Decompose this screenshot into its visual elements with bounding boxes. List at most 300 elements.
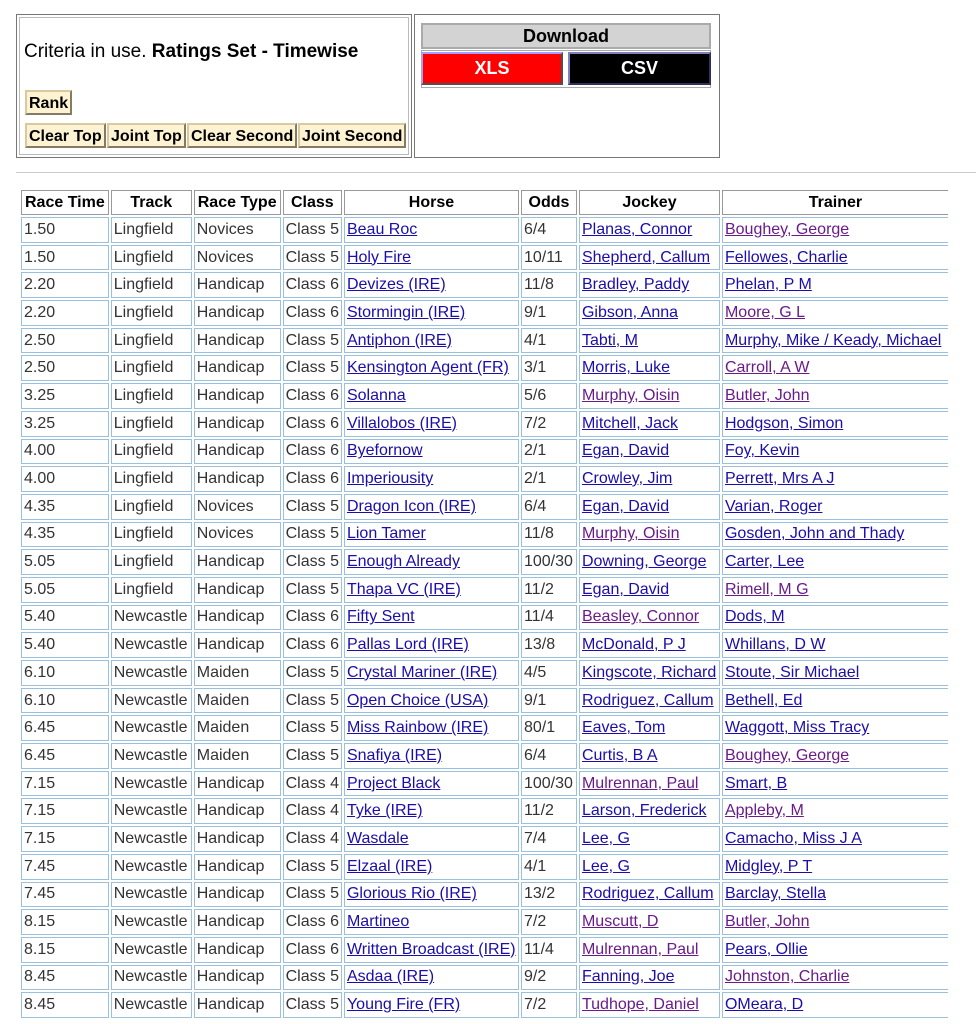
class-cell: Class 6 <box>283 937 342 963</box>
trainer-link[interactable]: Hodgson, Simon <box>724 414 844 432</box>
horse-cell <box>344 494 519 520</box>
table-row <box>21 383 948 409</box>
horse-link[interactable]: Beau Roc <box>346 220 418 238</box>
class-cell: Class 5 <box>283 854 342 880</box>
track-cell: Newcastle <box>111 660 192 686</box>
class-cell: Class 4 <box>283 826 342 852</box>
class-cell: Class 5 <box>283 688 342 714</box>
horse-link[interactable]: Solanna <box>346 386 406 404</box>
odds-cell: 7/2 <box>521 992 577 1018</box>
race-type-cell: Handicap <box>194 300 281 326</box>
odds-cell: 5/6 <box>521 383 577 409</box>
class-cell: Class 5 <box>283 494 342 520</box>
horse-cell <box>344 466 519 492</box>
horse-link[interactable]: Asdaa (IRE) <box>346 968 435 986</box>
trainer-link[interactable]: Dods, M <box>724 608 785 626</box>
race-type-cell: Handicap <box>194 328 281 354</box>
header-class: Class <box>283 190 342 215</box>
class-cell: Class 4 <box>283 771 342 797</box>
trainer-link[interactable]: Perrett, Mrs A J <box>724 470 835 488</box>
horse-cell <box>344 411 519 437</box>
trainer-link[interactable]: Midgley, P T <box>724 857 813 875</box>
table-row <box>21 494 948 520</box>
race-time-cell: 7.45 <box>21 882 109 908</box>
race-time-cell: 7.15 <box>21 826 109 852</box>
horse-link[interactable]: Antiphon (IRE) <box>346 331 452 349</box>
trainer-link[interactable]: Stoute, Sir Michael <box>724 663 860 681</box>
class-cell: Class 4 <box>283 798 342 824</box>
odds-cell: 9/1 <box>521 300 577 326</box>
race-time-cell: 5.40 <box>21 632 109 658</box>
jockey-link[interactable]: Shepherd, Callum <box>581 248 711 266</box>
table-row <box>21 992 948 1018</box>
horse-link[interactable]: Crystal Mariner (IRE) <box>346 663 498 681</box>
race-time-cell: 2.50 <box>21 355 109 381</box>
trainer-link[interactable]: Appleby, M <box>724 802 804 820</box>
odds-cell: 10/11 <box>521 245 577 271</box>
class-cell: Class 5 <box>283 328 342 354</box>
class-cell: Class 5 <box>283 217 342 243</box>
odds-cell: 11/8 <box>521 272 577 298</box>
horse-cell <box>344 632 519 658</box>
race-type-cell: Handicap <box>194 549 281 575</box>
table-row <box>21 660 948 686</box>
jockey-link[interactable]: Mulrennan, Paul <box>581 940 699 958</box>
jockey-cell <box>579 688 720 714</box>
jockey-link[interactable]: Egan, David <box>581 442 670 460</box>
odds-cell: 2/1 <box>521 466 577 492</box>
race-time-cell: 6.10 <box>21 688 109 714</box>
trainer-link[interactable]: Carroll, A W <box>724 359 810 377</box>
horse-link[interactable]: Dragon Icon (IRE) <box>346 497 476 515</box>
jockey-link[interactable]: Egan, David <box>581 580 670 598</box>
class-cell: Class 5 <box>283 577 342 603</box>
jockey-link[interactable]: Mulrennan, Paul <box>581 774 699 792</box>
horse-link[interactable]: Fifty Sent <box>346 608 415 626</box>
section-divider <box>16 172 976 173</box>
race-type-cell: Handicap <box>194 992 281 1018</box>
race-time-cell: 3.25 <box>21 383 109 409</box>
trainer-link[interactable]: Johnston, Charlie <box>724 968 850 986</box>
jockey-link[interactable]: Kingscote, Richard <box>581 663 717 681</box>
race-time-cell: 2.50 <box>21 328 109 354</box>
jockey-cell <box>579 328 720 354</box>
trainer-cell <box>722 439 948 465</box>
trainer-link[interactable]: Moore, G L <box>724 303 805 321</box>
trainer-link[interactable]: Varian, Roger <box>724 497 823 515</box>
horse-cell <box>344 328 519 354</box>
race-type-cell: Handicap <box>194 909 281 935</box>
horse-cell <box>344 826 519 852</box>
trainer-cell <box>722 854 948 880</box>
race-type-cell: Handicap <box>194 439 281 465</box>
track-cell: Lingfield <box>111 439 192 465</box>
class-cell: Class 6 <box>283 272 342 298</box>
horse-link[interactable]: Martineo <box>346 913 410 931</box>
jockey-cell <box>579 300 720 326</box>
criteria-panel <box>16 14 412 158</box>
jockey-cell <box>579 411 720 437</box>
trainer-link[interactable]: Boughey, George <box>724 220 850 238</box>
jockey-cell <box>579 909 720 935</box>
jockey-cell <box>579 466 720 492</box>
jockey-link[interactable]: Bradley, Paddy <box>581 276 690 294</box>
jockey-link[interactable]: Murphy, Oisin <box>581 525 680 543</box>
class-cell: Class 5 <box>283 992 342 1018</box>
horse-cell <box>344 688 519 714</box>
race-type-cell: Handicap <box>194 577 281 603</box>
jockey-cell <box>579 272 720 298</box>
class-cell: Class 6 <box>283 439 342 465</box>
class-cell: Class 6 <box>283 605 342 631</box>
horse-link[interactable]: Enough Already <box>346 553 460 571</box>
odds-cell: 11/4 <box>521 937 577 963</box>
track-cell: Lingfield <box>111 245 192 271</box>
jockey-cell <box>579 217 720 243</box>
jockey-cell <box>579 439 720 465</box>
table-row <box>21 355 948 381</box>
jockey-cell <box>579 715 720 741</box>
race-type-cell: Maiden <box>194 688 281 714</box>
table-row <box>21 854 948 880</box>
jockey-link[interactable]: Egan, David <box>581 497 670 515</box>
trainer-cell <box>722 549 948 575</box>
trainer-link[interactable]: Foy, Kevin <box>724 442 800 460</box>
trainer-cell <box>722 411 948 437</box>
jockey-link[interactable]: Gibson, Anna <box>581 303 679 321</box>
horse-link[interactable]: Kensington Agent (FR) <box>346 359 509 377</box>
table-row <box>21 245 948 271</box>
jockey-cell <box>579 383 720 409</box>
class-cell: Class 6 <box>283 300 342 326</box>
race-time-cell: 5.40 <box>21 605 109 631</box>
horse-link[interactable]: Stormingin (IRE) <box>346 303 466 321</box>
track-cell: Newcastle <box>111 605 192 631</box>
trainer-link[interactable]: Pears, Ollie <box>724 940 808 958</box>
race-type-cell: Handicap <box>194 411 281 437</box>
race-time-cell: 1.50 <box>21 217 109 243</box>
trainer-cell <box>722 328 948 354</box>
table-row <box>21 632 948 658</box>
trainer-cell <box>722 660 948 686</box>
horse-link[interactable]: Elzaal (IRE) <box>346 857 433 875</box>
race-type-cell: Novices <box>194 217 281 243</box>
trainer-link[interactable]: Carter, Lee <box>724 553 805 571</box>
class-cell: Class 5 <box>283 245 342 271</box>
race-type-cell: Handicap <box>194 882 281 908</box>
trainer-link[interactable]: Smart, B <box>724 774 788 792</box>
class-cell: Class 5 <box>283 743 342 769</box>
jockey-link[interactable]: Beasley, Connor <box>581 608 700 626</box>
race-time-cell: 4.35 <box>21 522 109 548</box>
trainer-cell <box>722 798 948 824</box>
class-cell: Class 5 <box>283 549 342 575</box>
csv-download-button[interactable]: CSV <box>568 52 711 85</box>
horse-link[interactable]: Tyke (IRE) <box>346 802 423 820</box>
jockey-link[interactable]: Lee, G <box>581 829 630 847</box>
race-type-cell: Maiden <box>194 660 281 686</box>
race-type-cell: Maiden <box>194 715 281 741</box>
table-row <box>21 937 948 963</box>
race-type-cell: Novices <box>194 245 281 271</box>
horse-link[interactable]: Wasdale <box>346 829 409 847</box>
header-odds: Odds <box>521 190 577 215</box>
table-row <box>21 882 948 908</box>
table-row <box>21 328 948 354</box>
horse-link[interactable]: Thapa VC (IRE) <box>346 580 461 598</box>
track-cell: Lingfield <box>111 577 192 603</box>
jockey-cell <box>579 854 720 880</box>
horse-link[interactable]: Pallas Lord (IRE) <box>346 636 469 654</box>
trainer-cell <box>722 466 948 492</box>
class-cell: Class 5 <box>283 355 342 381</box>
horse-link[interactable]: Project Black <box>346 774 441 792</box>
jockey-link[interactable]: Crowley, Jim <box>581 470 673 488</box>
horse-cell <box>344 909 519 935</box>
race-type-cell: Handicap <box>194 771 281 797</box>
ratings-set-name: Ratings Set - Timewise <box>151 41 359 62</box>
horse-link[interactable]: Holy Fire <box>346 248 411 266</box>
xls-download-button[interactable]: XLS <box>421 52 563 85</box>
jockey-link[interactable]: McDonald, P J <box>581 636 686 654</box>
horse-cell <box>344 798 519 824</box>
odds-cell: 7/4 <box>521 826 577 852</box>
trainer-cell <box>722 577 948 603</box>
jockey-cell <box>579 632 720 658</box>
track-cell: Newcastle <box>111 965 192 991</box>
race-time-cell: 6.10 <box>21 660 109 686</box>
horse-cell <box>344 577 519 603</box>
trainer-link[interactable]: Bethell, Ed <box>724 691 803 709</box>
jockey-cell <box>579 577 720 603</box>
horse-link[interactable]: Snafiya (IRE) <box>346 746 443 764</box>
odds-cell: 13/8 <box>521 632 577 658</box>
table-row <box>21 743 948 769</box>
class-cell: Class 5 <box>283 882 342 908</box>
jockey-link[interactable]: Fanning, Joe <box>581 968 675 986</box>
criteria-text <box>24 41 358 63</box>
track-cell: Newcastle <box>111 743 192 769</box>
jockey-cell <box>579 882 720 908</box>
class-cell: Class 6 <box>283 411 342 437</box>
odds-cell: 7/2 <box>521 411 577 437</box>
track-cell: Newcastle <box>111 632 192 658</box>
jockey-cell <box>579 965 720 991</box>
race-type-cell: Maiden <box>194 743 281 769</box>
rank-button[interactable]: Rank <box>25 90 72 115</box>
track-cell: Newcastle <box>111 882 192 908</box>
jockey-link[interactable]: Muscutt, D <box>581 913 659 931</box>
track-cell: Lingfield <box>111 522 192 548</box>
jockey-link[interactable]: Tabti, M <box>581 331 638 349</box>
clear-top-button[interactable]: Clear Top <box>25 123 106 148</box>
track-cell: Newcastle <box>111 826 192 852</box>
odds-cell: 3/1 <box>521 355 577 381</box>
trainer-link[interactable]: Waggott, Miss Tracy <box>724 719 870 737</box>
jockey-cell <box>579 522 720 548</box>
race-time-cell: 4.00 <box>21 466 109 492</box>
trainer-link[interactable]: Barclay, Stella <box>724 885 827 903</box>
trainer-cell <box>722 245 948 271</box>
track-cell: Newcastle <box>111 992 192 1018</box>
horse-link[interactable]: Byefornow <box>346 442 423 460</box>
odds-cell: 11/8 <box>521 522 577 548</box>
jockey-link[interactable]: Lee, G <box>581 857 630 875</box>
table-row <box>21 965 948 991</box>
jockey-link[interactable]: Tudhope, Daniel <box>581 996 699 1014</box>
horse-link[interactable]: Villalobos (IRE) <box>346 414 457 432</box>
header-horse: Horse <box>344 190 519 215</box>
horse-link[interactable]: Written Broadcast (IRE) <box>346 940 516 958</box>
trainer-link[interactable]: Camacho, Miss J A <box>724 829 862 847</box>
race-type-cell: Handicap <box>194 383 281 409</box>
race-time-cell: 4.00 <box>21 439 109 465</box>
jockey-link[interactable]: Morris, Luke <box>581 359 670 377</box>
criteria-prefix: Criteria in use. <box>24 41 147 62</box>
table-row <box>21 771 948 797</box>
track-cell: Newcastle <box>111 771 192 797</box>
trainer-link[interactable]: Butler, John <box>724 913 810 931</box>
track-cell: Lingfield <box>111 411 192 437</box>
race-type-cell: Handicap <box>194 355 281 381</box>
odds-cell: 100/30 <box>521 771 577 797</box>
horse-cell <box>344 992 519 1018</box>
track-cell: Lingfield <box>111 383 192 409</box>
trainer-cell <box>722 522 948 548</box>
trainer-cell <box>722 605 948 631</box>
race-type-cell: Handicap <box>194 937 281 963</box>
table-row <box>21 826 948 852</box>
trainer-link[interactable]: Whillans, D W <box>724 636 826 654</box>
table-row <box>21 411 948 437</box>
clear-second-button[interactable]: Clear Second <box>187 123 297 148</box>
trainer-cell <box>722 937 948 963</box>
odds-cell: 4/1 <box>521 328 577 354</box>
trainer-link[interactable]: OMeara, D <box>724 996 804 1014</box>
trainer-cell <box>722 217 948 243</box>
race-time-cell: 8.45 <box>21 965 109 991</box>
trainer-link[interactable]: Boughey, George <box>724 746 850 764</box>
table-row <box>21 798 948 824</box>
class-cell: Class 5 <box>283 660 342 686</box>
odds-cell: 9/2 <box>521 965 577 991</box>
odds-cell: 7/2 <box>521 909 577 935</box>
horse-link[interactable]: Devizes (IRE) <box>346 276 446 294</box>
horse-cell <box>344 854 519 880</box>
horse-cell <box>344 245 519 271</box>
race-time-cell: 2.20 <box>21 272 109 298</box>
race-time-cell: 7.45 <box>21 854 109 880</box>
jockey-link[interactable]: Mitchell, Jack <box>581 414 678 432</box>
joint-top-button[interactable]: Joint Top <box>107 123 186 148</box>
track-cell: Lingfield <box>111 272 192 298</box>
horse-cell <box>344 355 519 381</box>
horse-cell <box>344 383 519 409</box>
class-cell: Class 5 <box>283 522 342 548</box>
race-type-cell: Handicap <box>194 965 281 991</box>
odds-cell: 6/4 <box>521 217 577 243</box>
table-row <box>21 272 948 298</box>
download-title: Download <box>421 23 711 49</box>
jockey-link[interactable]: Downing, George <box>581 553 707 571</box>
trainer-link[interactable]: Murphy, Mike / Keady, Michael <box>724 331 942 349</box>
horse-cell <box>344 660 519 686</box>
horse-link[interactable]: Young Fire (FR) <box>346 996 461 1014</box>
table-row <box>21 715 948 741</box>
horse-link[interactable]: Miss Rainbow (IRE) <box>346 719 489 737</box>
jockey-link[interactable]: Murphy, Oisin <box>581 386 680 404</box>
jockey-link[interactable]: Curtis, B A <box>581 746 658 764</box>
jockey-cell <box>579 798 720 824</box>
trainer-link[interactable]: Fellowes, Charlie <box>724 248 848 266</box>
track-cell: Lingfield <box>111 328 192 354</box>
trainer-cell <box>722 992 948 1018</box>
table-row <box>21 439 948 465</box>
jockey-link[interactable]: Rodriguez, Callum <box>581 885 714 903</box>
horse-cell <box>344 965 519 991</box>
trainer-cell <box>722 965 948 991</box>
class-cell: Class 6 <box>283 632 342 658</box>
trainer-cell <box>722 882 948 908</box>
joint-second-button[interactable]: Joint Second <box>298 123 406 148</box>
track-cell: Newcastle <box>111 715 192 741</box>
class-cell: Class 6 <box>283 383 342 409</box>
jockey-link[interactable]: Eaves, Tom <box>581 719 666 737</box>
jockey-cell <box>579 605 720 631</box>
horse-cell <box>344 882 519 908</box>
track-cell: Newcastle <box>111 798 192 824</box>
horse-cell <box>344 549 519 575</box>
table-row <box>21 300 948 326</box>
horse-cell <box>344 300 519 326</box>
trainer-cell <box>722 826 948 852</box>
race-type-cell: Handicap <box>194 798 281 824</box>
horse-cell <box>344 217 519 243</box>
race-type-cell: Handicap <box>194 826 281 852</box>
trainer-link[interactable]: Butler, John <box>724 386 810 404</box>
horse-link[interactable]: Imperiousity <box>346 470 434 488</box>
race-type-cell: Handicap <box>194 272 281 298</box>
table-row <box>21 466 948 492</box>
trainer-link[interactable]: Phelan, P M <box>724 276 812 294</box>
odds-cell: 4/1 <box>521 854 577 880</box>
horse-link[interactable]: Open Choice (USA) <box>346 691 489 709</box>
horse-link[interactable]: Lion Tamer <box>346 525 426 543</box>
header-race-time: Race Time <box>21 190 109 215</box>
jockey-cell <box>579 743 720 769</box>
race-time-cell: 7.15 <box>21 771 109 797</box>
jockey-cell <box>579 771 720 797</box>
table-header-row <box>21 190 948 215</box>
trainer-cell <box>722 743 948 769</box>
jockey-link[interactable]: Larson, Frederick <box>581 802 707 820</box>
jockey-link[interactable]: Planas, Connor <box>581 220 693 238</box>
trainer-cell <box>722 383 948 409</box>
jockey-link[interactable]: Rodriguez, Callum <box>581 691 714 709</box>
track-cell: Lingfield <box>111 494 192 520</box>
track-cell: Lingfield <box>111 549 192 575</box>
odds-cell: 13/2 <box>521 882 577 908</box>
trainer-link[interactable]: Rimell, M G <box>724 580 809 598</box>
odds-cell: 6/4 <box>521 494 577 520</box>
trainer-link[interactable]: Gosden, John and Thady <box>724 525 905 543</box>
header-jockey: Jockey <box>579 190 720 215</box>
horse-link[interactable]: Glorious Rio (IRE) <box>346 885 477 903</box>
odds-cell: 4/5 <box>521 660 577 686</box>
jockey-cell <box>579 355 720 381</box>
trainer-cell <box>722 632 948 658</box>
race-time-cell: 8.15 <box>21 937 109 963</box>
